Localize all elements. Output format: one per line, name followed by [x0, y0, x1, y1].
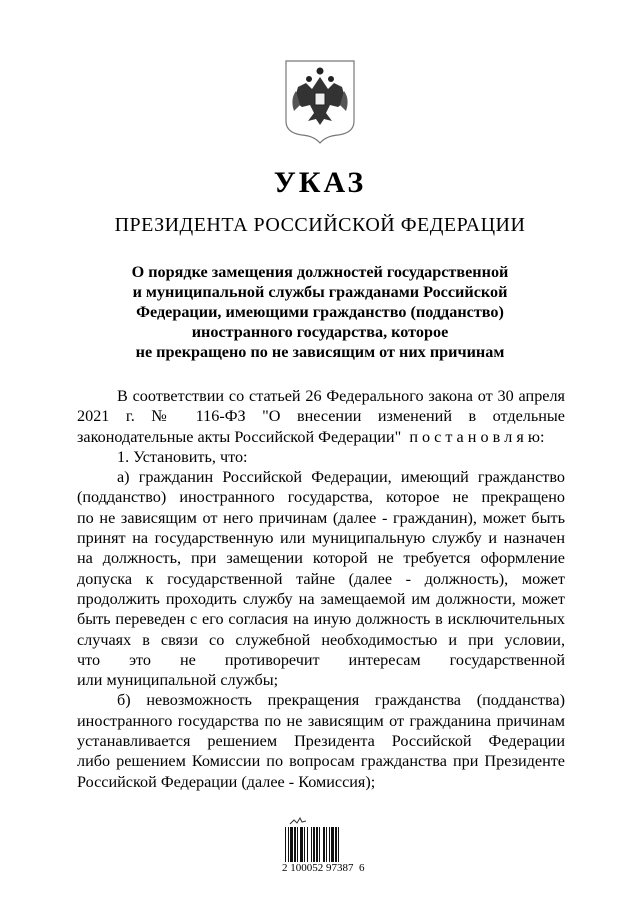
barcode-bar [319, 827, 320, 862]
barcode-bar [316, 827, 318, 862]
document-heading [100, 262, 540, 362]
barcode-bar [294, 827, 296, 862]
barcode-bar [313, 827, 315, 862]
item-b-line: Российской Федерации (далее - Комиссия); [77, 772, 376, 791]
item-a-line: а) гражданин Российской Федерации, имеющий гражданство [117, 468, 565, 487]
item-a-line: принят на государственную или муниципальную службу и назначен [77, 529, 565, 548]
barcode-bar [285, 827, 286, 862]
item-a-line: (подданство) иностранного государства, которое не прекращено [77, 488, 565, 507]
heading-line: и муниципальной службы гражданами Российской [132, 283, 508, 301]
document-body [77, 386, 565, 792]
barcode-bar [290, 827, 293, 862]
item-a-line: по не зависящим от него причинам (далее - гражданин), может быть [77, 508, 565, 527]
barcode-bar [297, 827, 298, 862]
item-a-line: или муниципальной службы; [77, 671, 279, 690]
barcode-bar [335, 827, 337, 862]
barcode-bar [338, 827, 339, 862]
barcode-bar [331, 827, 334, 862]
barcode-bar [326, 827, 327, 862]
barcode-bar [329, 827, 330, 862]
item-a-line: продолжить проходить службу на замещаемой им должности, может [77, 589, 565, 608]
item-a-line: на должность, при замещении которой не требуется оформление [77, 549, 565, 568]
item-a-line: допуска к государственной тайне (далее - должность), может [77, 569, 565, 588]
heading-line: Федерации, имеющими гражданство (подданство) [136, 303, 504, 321]
heading-line: О порядке замещения должностей государственной [131, 263, 509, 281]
decree-word: п о с т а н о в л я ю: [409, 427, 545, 446]
preamble-text: законодательные акты Российской Федерации" [77, 427, 402, 446]
barcode [285, 827, 363, 862]
item-1: 1. Установить, что: [117, 447, 248, 466]
item-b-line: устанавливается решением Президента Российской Федерации [77, 732, 565, 751]
preamble-line-final [77, 427, 565, 447]
barcode-bar [307, 827, 308, 862]
document-subtitle: ПРЕЗИДЕНТА РОССИЙСКОЙ ФЕДЕРАЦИИ [114, 214, 526, 236]
stamp-mark-icon [288, 817, 308, 825]
preamble-line: В соответствии со статьей 26 Федерального закона от 30 апреля [117, 387, 565, 405]
item-b-line: б) невозможность прекращения гражданства (подданства) [117, 691, 565, 710]
barcode-bar [300, 827, 303, 862]
barcode-bar [288, 827, 289, 862]
barcode-bar [304, 827, 305, 862]
coat-of-arms-icon [282, 55, 358, 145]
barcode-bar [323, 827, 325, 862]
item-a-line: случаях в связи со служебной необходимостью и при условии, [77, 630, 565, 649]
item-b-line: иностранного государства по не зависящим от гражданина причинам [77, 711, 565, 730]
item-b-line: либо решением Комиссии по вопросам гражданства при Президенте [77, 752, 565, 771]
heading-line: не прекращено по не зависящим от них причинам [135, 343, 505, 361]
preamble-line: 2021 г. № 116-ФЗ "О внесении изменений в отдельные [77, 407, 565, 426]
barcode-number: 2 100052 97387 6 [282, 862, 365, 874]
item-a-line: что это не противоречит интересам государственной [77, 650, 565, 669]
barcode-bar [311, 827, 312, 862]
heading-line: иностранного государства, которое [191, 323, 449, 341]
item-a-line: быть переведен с его согласия на иную должность в исключительных [77, 610, 565, 629]
document-title: УКАЗ [273, 166, 367, 199]
